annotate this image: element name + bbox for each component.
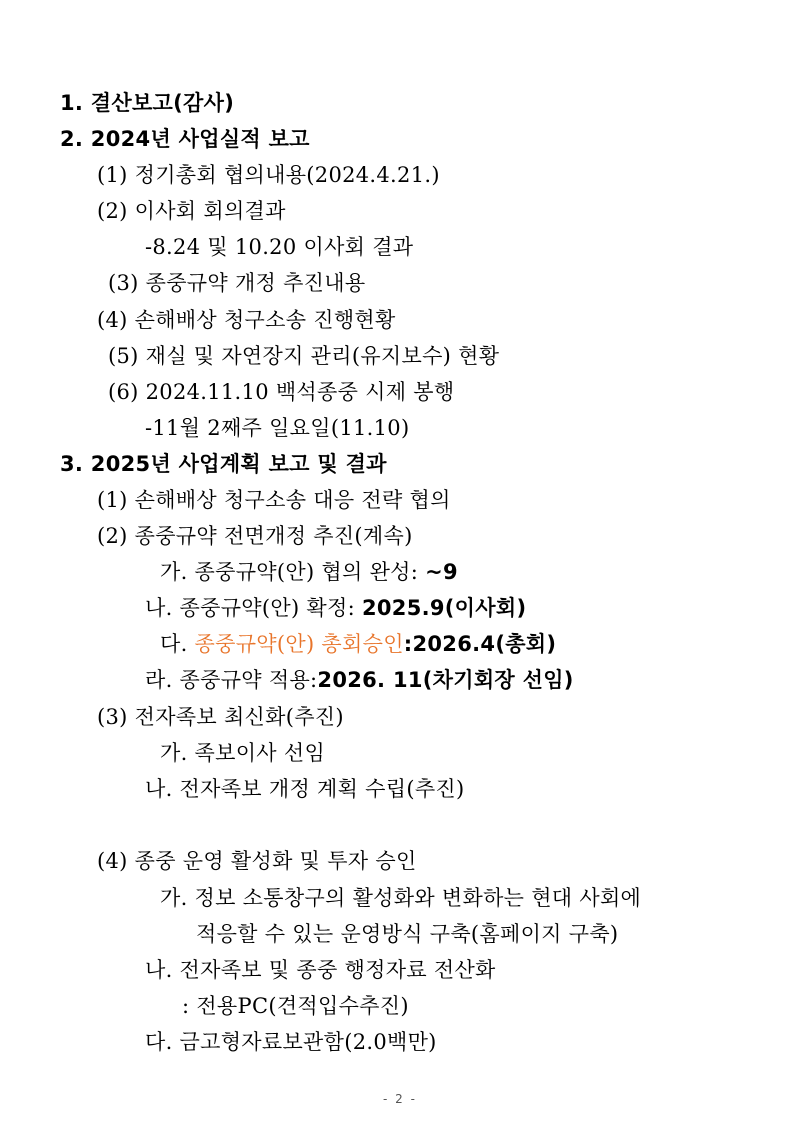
- section-3-item-4-ga-line-1: 가. 정보 소통창구의 활성화와 변화하는 현대 사회에: [160, 886, 642, 910]
- section-2-item-5: (5) 재실 및 자연장지 관리(유지보수) 현황: [108, 344, 500, 368]
- section-3-item-2-ga: [160, 557, 458, 587]
- section-2-item-4: (4) 손해배상 청구소송 진행현황: [97, 308, 396, 332]
- section-3-item-3-na: 나. 전자족보 개정 계획 수립(추진): [145, 777, 465, 801]
- section-1-title: 1. 결산보고(감사): [60, 91, 235, 115]
- section-3-item-4-na-line-2: : 전용PC(견적입수추진): [182, 994, 409, 1018]
- section-2-item-6-detail: -11월 2째주 일요일(11.10): [145, 416, 410, 440]
- item-2-ra-label: 라. 종중규약 적용:: [145, 668, 318, 692]
- section-3-item-2-ra: [145, 665, 574, 695]
- item-2-ra-value: 2026. 11(차기회장 선임): [317, 668, 574, 692]
- section-3-item-1: (1) 손해배상 청구소송 대응 전략 협의: [97, 488, 451, 512]
- page-number: - 2 -: [383, 1092, 417, 1106]
- section-3-item-4-da: 다. 금고형자료보관함(2.0백만): [145, 1030, 437, 1054]
- item-2-da-highlight: 종중규약(안) 총회승인: [194, 632, 404, 656]
- section-3-item-4: (4) 종중 운영 활성화 및 투자 승인: [97, 849, 417, 873]
- section-2-title: 2. 2024년 사업실적 보고: [60, 127, 310, 151]
- section-3-item-3: (3) 전자족보 최신화(추진): [97, 705, 344, 729]
- item-2-ga-value: ~9: [425, 560, 458, 584]
- section-2-item-6: (6) 2024.11.10 백석종중 시제 봉행: [108, 380, 455, 404]
- item-2-ga-label: 가. 종중규약(안) 협의 완성:: [160, 560, 426, 584]
- section-2-item-2-detail: -8.24 및 10.20 이사회 결과: [145, 235, 414, 259]
- item-2-da-prefix: 다.: [160, 632, 195, 656]
- section-3-title: 3. 2025년 사업계획 보고 및 결과: [60, 452, 387, 476]
- section-3-item-4-na-line-1: 나. 전자족보 및 종중 행정자료 전산화: [145, 958, 496, 982]
- section-2-item-1: (1) 정기총회 협의내용(2024.4.21.): [97, 163, 440, 187]
- item-2-na-value: 2025.9(이사회): [361, 596, 527, 620]
- section-3-item-3-ga: 가. 족보이사 선임: [160, 741, 326, 765]
- section-3-item-2: (2) 종중규약 전면개정 추진(계속): [97, 524, 413, 548]
- item-2-na-label: 나. 종중규약(안) 확정:: [145, 596, 362, 620]
- section-2-item-3: (3) 종중규약 개정 추진내용: [108, 271, 366, 295]
- item-2-da-value: :2026.4(총회): [403, 632, 557, 656]
- section-3-item-4-ga-line-2: 적응할 수 있는 운영방식 구축(홈페이지 구축): [196, 922, 619, 946]
- section-3-item-2-da: [160, 629, 556, 659]
- section-3-item-2-na: [145, 593, 526, 623]
- section-2-item-2: (2) 이사회 회의결과: [97, 199, 286, 223]
